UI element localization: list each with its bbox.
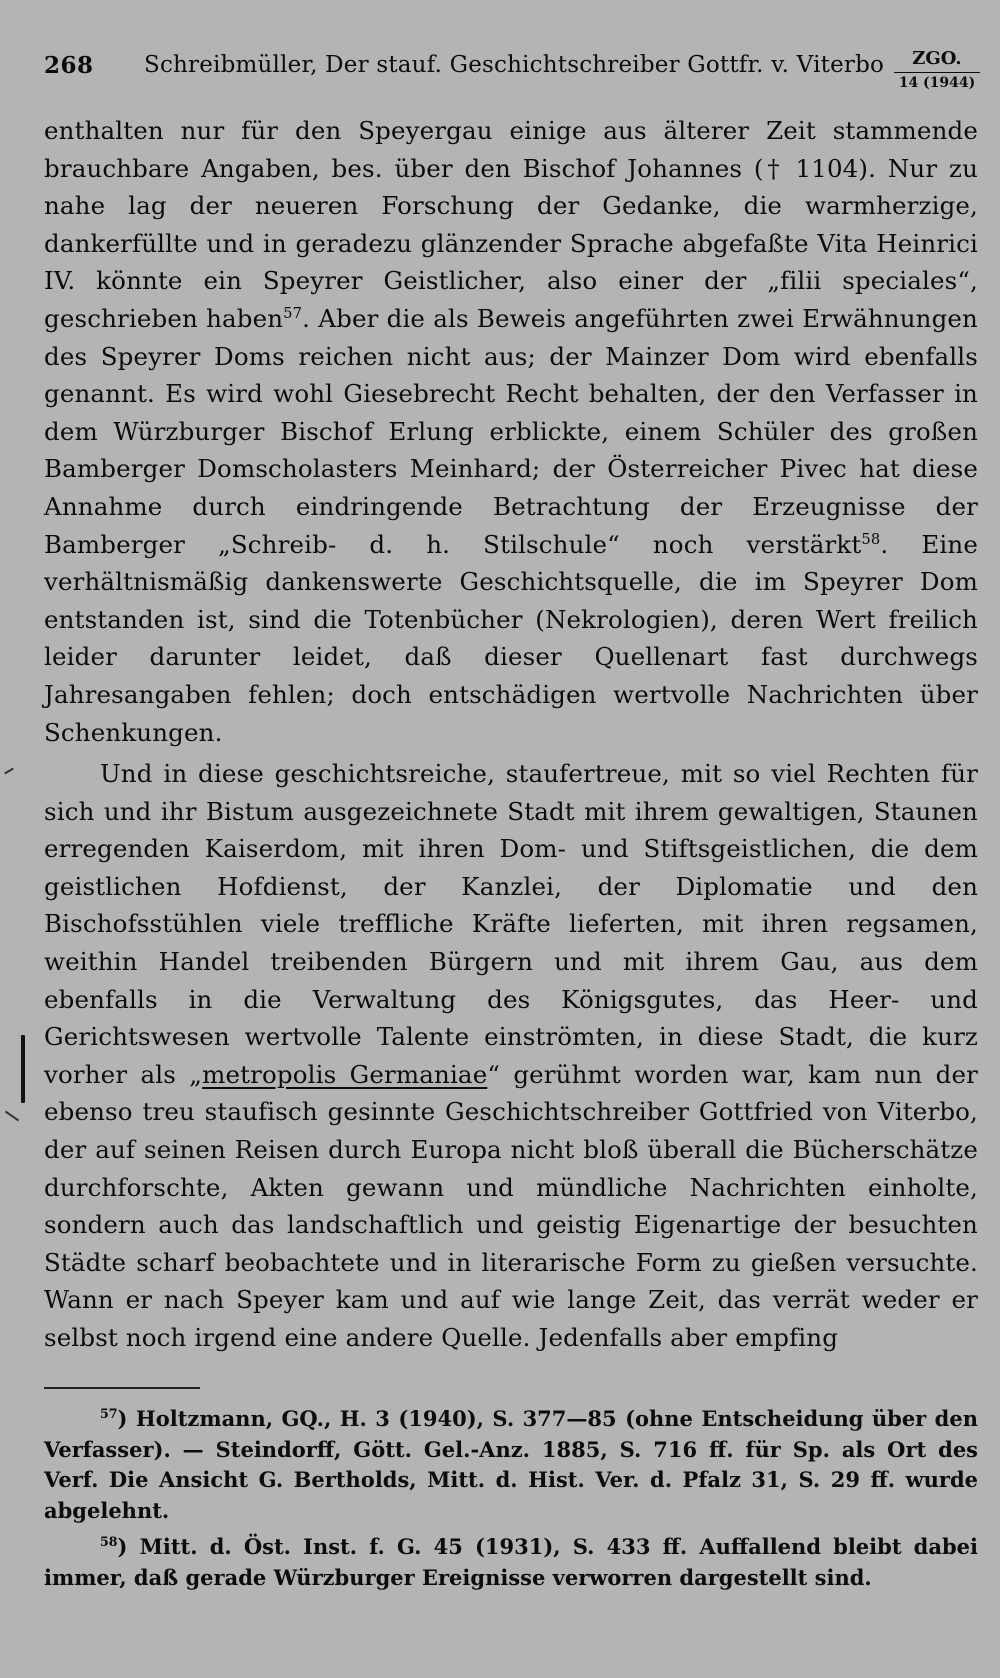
footnote-57-number: 57 [100,1406,118,1421]
footnote-58 [44,1532,978,1593]
footnotes [44,1404,978,1599]
journal-reference [894,48,980,93]
footnote-58-number: 58 [100,1534,118,1549]
paragraph-1-text-c: . Eine verhältnismäßig dankenswerte Geschichtsquelle, die im Speyrer Dom entstanden ist, sind die Totenbücher (Nekrologien), deren Wert freilich leider darunter leidet, daß dieser Quellenart fast durchwegs Jahresangaben fehlen; doch entschädigen wertvolle Nachrichten über Schenkungen. [44,529,978,747]
footnote-57-text: ) Holtzmann, GQ., H. 3 (1940), S. 377—85 (ohne Entscheidung über den Verfasser). — Steindorff, Gött. Gel.-Anz. 1885, S. 716 ff. für Sp. als Ort des Verf. Die Ansicht G. Bertholds, Mitt. d. Hist. Ver. d. Pfalz 31, S. 29 ff. wurde abgelehnt. [44,1406,978,1523]
footnote-ref-58: 58 [861,530,881,548]
underlined-phrase: metropolis Germaniae [202,1059,488,1089]
paragraph-1 [44,112,978,751]
paragraph-1-text-a: enthalten nur für den Speyergau einige aus älterer Zeit stammende brauchbare Angaben, bes. über den Bischof Johannes († 1104). Nur zu nahe lag der neueren Forschung der Gedanke, die warmherzige, dankerfüllte und in geradezu glänzender Sprache abgefaßte Vita Heinrici IV. könnte ein Speyrer Geistlicher, also einer der „filii speciales“, geschrieben haben [44,116,978,333]
page-number: 268 [44,52,94,79]
footnote-58-text: ) Mitt. d. Öst. Inst. f. G. 45 (1931), S. 433 ff. Auffallend bleibt dabei immer, daß gerade Würzburger Ereignisse verworren dargestellt sind. [44,1534,978,1590]
running-title: Schreibmüller, Der stauf. Geschichtschreiber Gottfr. v. Viterbo [144,52,885,78]
main-text [44,112,978,1357]
paragraph-1-text-b: . Aber die als Beweis angeführten zwei Erwähnungen des Speyrer Doms reichen nicht aus; der Mainzer Dom wird ebenfalls genannt. Es wird wohl Giesebrecht Recht behalten, der den Verfasser in dem Würzburger Bischof Erlung erblickte, einem Schüler des großen Bamberger Domscholasters Meinhard; der Österreicher Pivec hat diese Annahme durch eindringende Betrachtung der Erzeugnisse der Bamberger „Schreib- d. h. Stilschule“ noch verstärkt [44,303,978,559]
margin-tick-mark [4,768,14,775]
footnote-separator [44,1387,200,1389]
paragraph-2-text-b: “ gerühmt worden war, kam nun der ebenso treu staufisch gesinnte Geschichtschreiber Gottfried von Viterbo, der auf seinen Reisen durch Europa nicht bloß überall die Bücherschätze durchforschte, Akten gewann und mündliche Nachrichten einholte, sondern auch das landschaftlich und geistig Eigenartige der besuchten Städte scharf beobachtete und in literarische Form zu gießen versuchte. Wann er nach Speyer kam und auf wie lange Zeit, das verrät weder er selbst noch irgend eine andere Quelle. Jedenfalls aber empfing [44,1059,978,1352]
margin-pencil-mark [21,1035,25,1103]
journal-volume: 14 (1944) [898,75,976,91]
paragraph-2-text-a: Und in diese geschichtsreiche, staufertreue, mit so viel Rechten für sich und ihr Bistum ausgezeichnete Stadt mit ihrem gewaltigen, Staunen erregenden Kaiserdom, mit ihren Dom- und Stiftsgeistlichen, die dem geistlichen Hofdienst, der Kanzlei, der Diplomatie und den Bischofsstühlen viele treffliche Kräfte lieferten, mit ihren regsamen, weithin Handel treibenden Bürgern und mit ihrem Gau, aus dem ebenfalls in die Verwaltung des Königsgutes, das Heer- und Gerichtswesen wertvolle Talente einströmten, in diese Stadt, die kurz vorher als „ [44,759,978,1089]
paragraph-2 [44,755,978,1357]
footnote-ref-57: 57 [283,304,303,322]
margin-tick-mark [5,1111,19,1122]
journal-abbreviation: ZGO. [894,48,980,73]
page-header [44,48,980,98]
footnote-57 [44,1404,978,1526]
